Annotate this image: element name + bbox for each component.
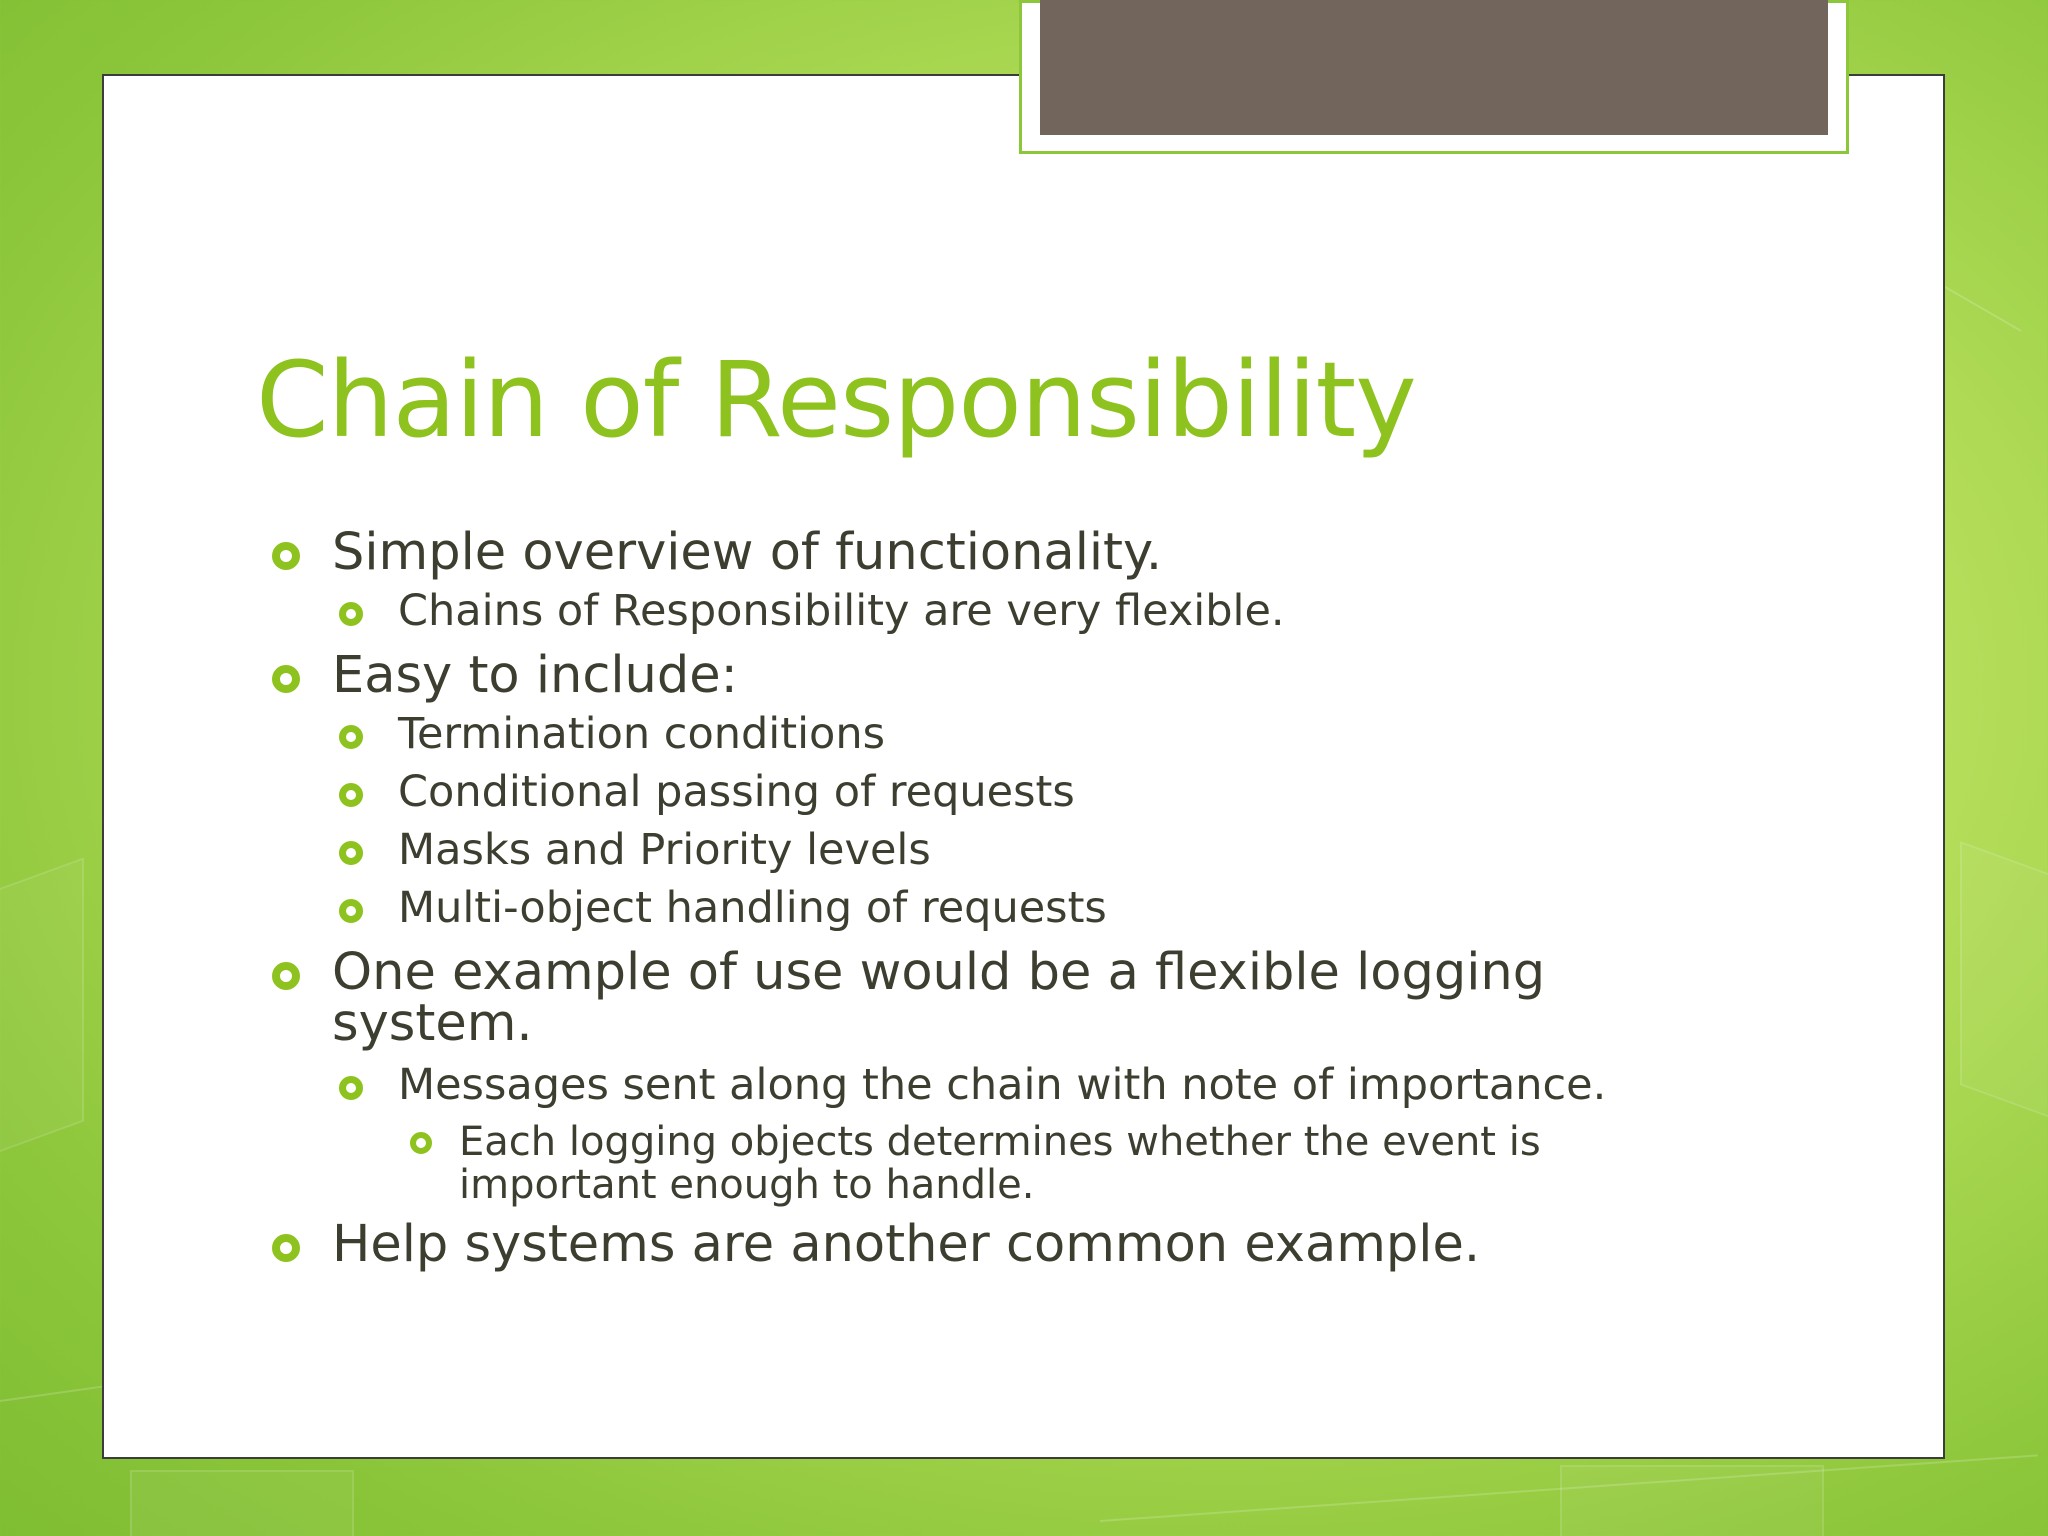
bullet-item <box>332 646 738 705</box>
bullet-ring-icon <box>339 783 363 807</box>
bullet-ring-icon <box>339 602 363 626</box>
bullet-ring-icon <box>272 542 300 570</box>
sub-bullet-item <box>398 586 1285 636</box>
background-block-bottom-left <box>130 1470 354 1536</box>
bullet-ring-icon <box>272 665 300 693</box>
bullet-text-line: One example of use would be a flexible logging <box>332 943 1546 1002</box>
slide-title: Chain of Responsibility <box>256 339 1416 461</box>
bullet-text: Messages sent along the chain with note of importance. <box>398 1060 1607 1110</box>
sub-bullet-item <box>398 767 1075 817</box>
bullet-text-line: Each logging objects determines whether the event is <box>459 1119 1541 1165</box>
sub-bullet-item <box>398 825 931 875</box>
bullet-item <box>332 523 1163 582</box>
bullet-ring-icon <box>339 899 363 923</box>
background-hexagon-left <box>0 857 84 1166</box>
bullet-ring-icon <box>410 1132 432 1154</box>
title-accent-block <box>1040 0 1828 135</box>
sub-bullet-item <box>398 883 1107 933</box>
bullet-text: Masks and Priority levels <box>398 825 931 875</box>
sub-bullet-item <box>398 1060 1607 1110</box>
bullet-ring-icon <box>272 1234 300 1262</box>
bullet-text: Easy to include: <box>332 646 738 705</box>
bullet-text: Multi-object handling of requests <box>398 883 1107 933</box>
bullet-item <box>332 943 1546 1053</box>
bullet-text: Simple overview of functionality. <box>332 523 1163 582</box>
bullet-text: Help systems are another common example. <box>332 1215 1481 1274</box>
bullet-text: Conditional passing of requests <box>398 767 1075 817</box>
bullet-ring-icon <box>339 841 363 865</box>
bullet-item <box>332 1215 1481 1274</box>
sub-bullet-item <box>398 709 886 759</box>
sub-sub-bullet-item <box>459 1121 1541 1207</box>
bullet-ring-icon <box>339 725 363 749</box>
bullet-ring-icon <box>272 962 300 990</box>
bullet-ring-icon <box>339 1076 363 1100</box>
bullet-text-line: important enough to handle. <box>459 1162 1035 1208</box>
background-hexagon-right <box>1960 841 2048 1123</box>
bullet-text-line: system. <box>332 994 533 1053</box>
bullet-text: Termination conditions <box>398 709 886 759</box>
bullet-text: Chains of Responsibility are very flexible. <box>398 586 1285 636</box>
background-block-bottom-right <box>1560 1465 1824 1536</box>
